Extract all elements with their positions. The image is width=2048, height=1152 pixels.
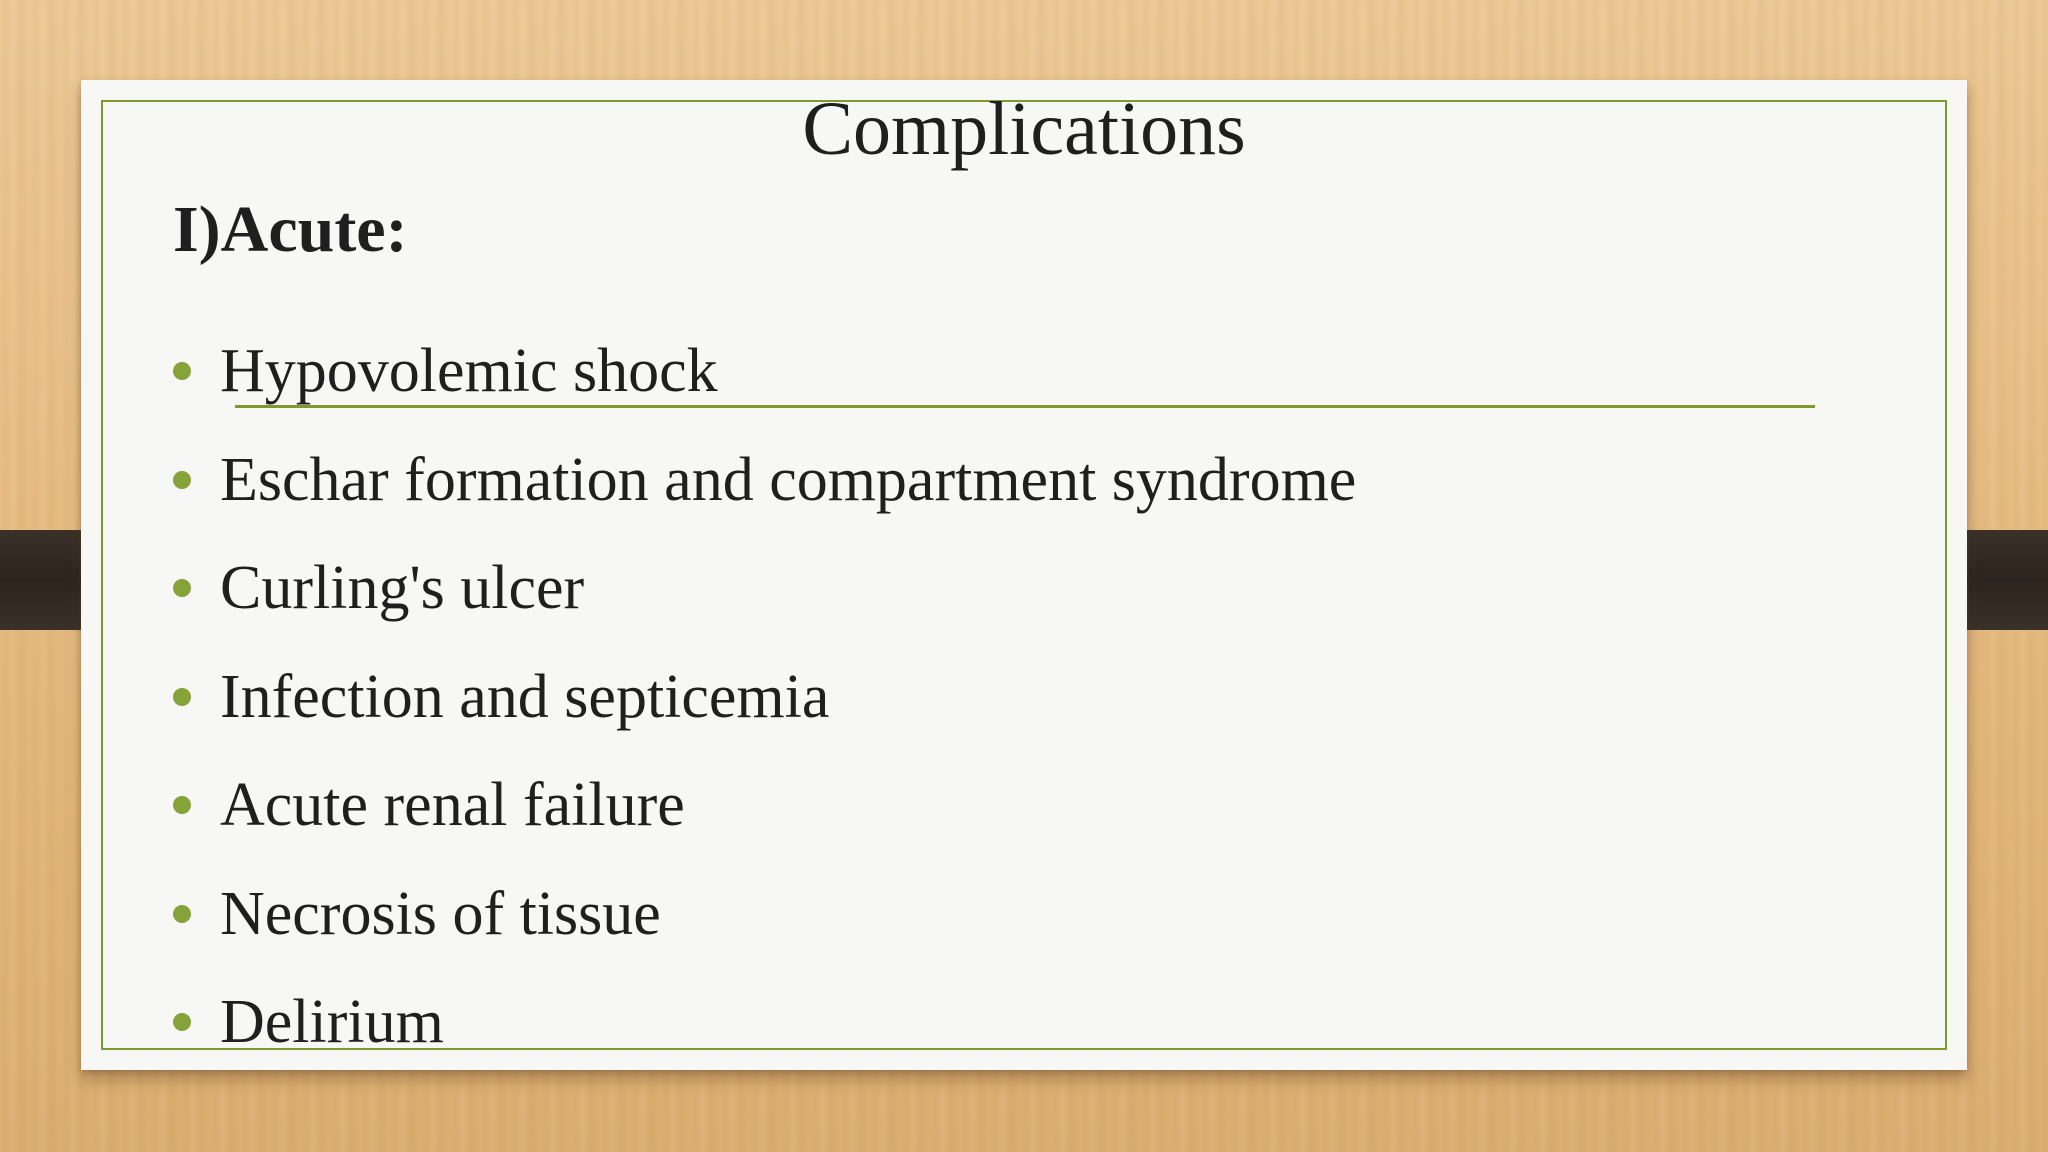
bullet-text: Delirium bbox=[220, 988, 444, 1056]
bullet-dot-icon bbox=[173, 688, 191, 706]
bullet-dot-icon bbox=[173, 905, 191, 923]
title-divider bbox=[235, 405, 1815, 408]
bullet-dot-icon bbox=[173, 362, 191, 380]
bullet-text: Curling's ulcer bbox=[220, 554, 585, 622]
bullet-text: Eschar formation and compartment syndrome bbox=[220, 445, 1357, 514]
bullet-dot-icon bbox=[173, 579, 191, 597]
bullet-text: Infection and septicemia bbox=[220, 662, 830, 731]
bullet-text: Hypovolemic shock bbox=[220, 337, 718, 405]
slide-paper bbox=[81, 80, 1967, 1070]
bullet-text: Acute renal failure bbox=[220, 771, 685, 839]
bullet-text: Necrosis of tissue bbox=[220, 879, 661, 948]
bullet-dot-icon bbox=[173, 796, 191, 814]
section-heading: I)Acute: bbox=[173, 193, 408, 266]
slide-title: Complications bbox=[802, 87, 1246, 171]
bullet-dot-icon bbox=[173, 471, 191, 489]
bullet-dot-icon bbox=[173, 1013, 191, 1031]
